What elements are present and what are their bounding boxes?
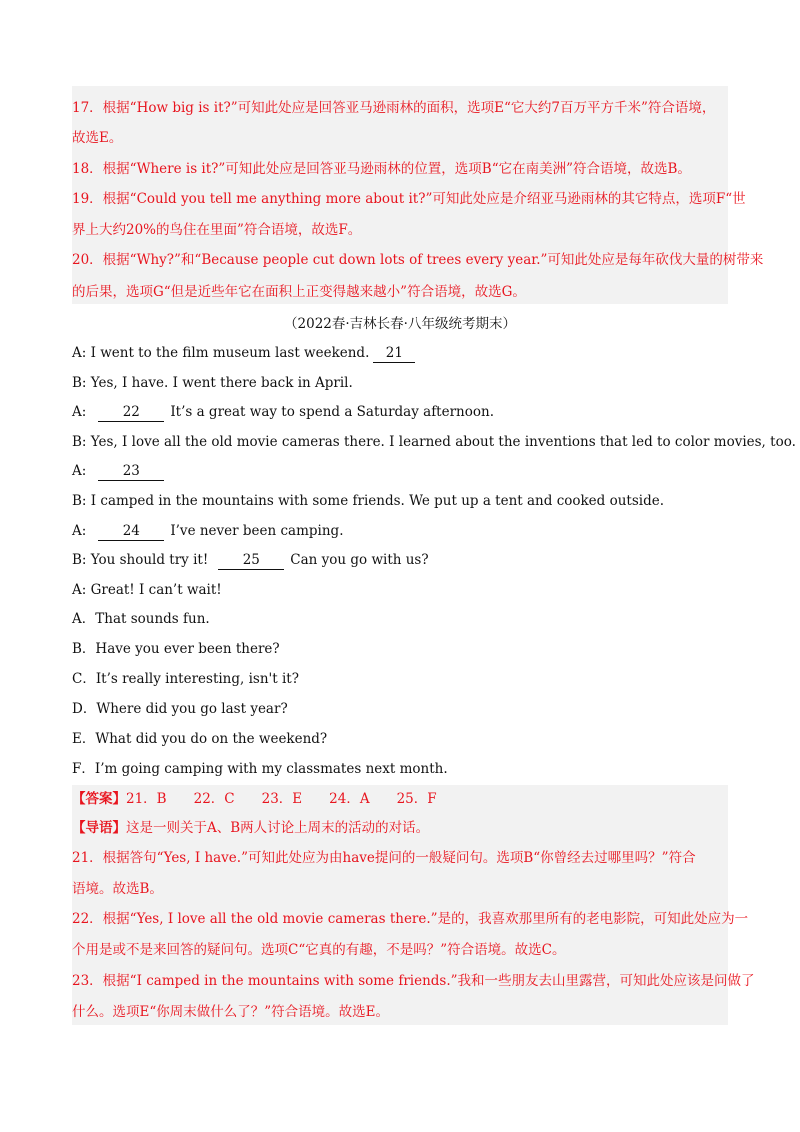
- explanation-line: 个用是或不是来回答的疑问句。选项C“它真的有趣，不是吗？”符合语境。故选C。: [72, 942, 566, 958]
- answer-blank: 24: [98, 523, 164, 541]
- guide-label: 【导语】: [72, 820, 126, 836]
- guide-text: 这是一则关于A、B两人讨论上周末的活动的对话。: [126, 820, 430, 836]
- answer-label: 【答案】: [72, 791, 126, 807]
- explanation-line: 23．根据“I camped in the mountains with some friends.”我和一些朋友去山里露营，可知此处应该是问做了: [72, 973, 755, 989]
- answer-blank: 25: [218, 552, 284, 570]
- answer-text: 21．B 22．C 23．E 24．A 25．F: [126, 791, 437, 807]
- explanation-line: 故选E。: [72, 130, 123, 146]
- dialogue-text: Can you go with us?: [290, 552, 429, 568]
- answer-blank: 22: [98, 404, 164, 422]
- dialogue-text: B: Yes, I love all the old movie cameras there. I learned about the inventions that led to color movies, too.: [72, 434, 796, 450]
- dialogue-text: A: Great! I can’t wait!: [72, 582, 222, 598]
- guide-line: [72, 818, 732, 838]
- dialogue-text: I’ve never been camping.: [170, 523, 344, 539]
- answer-line: [72, 789, 732, 809]
- dialogue-text: A:: [72, 463, 87, 479]
- option-b: B．Have you ever been there?: [72, 641, 280, 657]
- dialogue-line: [72, 343, 732, 363]
- dialogue-line: [72, 521, 732, 541]
- option-a: A．That sounds fun.: [72, 611, 210, 627]
- option-e: E．What did you do on the weekend?: [72, 731, 328, 747]
- dialogue-line: [72, 550, 732, 570]
- dialogue-line: [72, 373, 732, 393]
- dialogue-text: B: I camped in the mountains with some friends. We put up a tent and cooked outside.: [72, 493, 665, 509]
- dialogue-line: [72, 580, 732, 600]
- explanation-line: 20．根据“Why?”和“Because people cut down lots of trees every year.”可知此处应是每年砍伐大量的树带来: [72, 252, 764, 268]
- explanation-line: 界上大约20%的鸟住在里面”符合语境，故选F。: [72, 222, 362, 238]
- dialogue-line: [72, 491, 732, 511]
- dialogue-text: It’s a great way to spend a Saturday afternoon.: [170, 404, 494, 420]
- option-c: C．It’s really interesting, isn't it?: [72, 671, 299, 687]
- explanation-line: 22．根据“Yes, I love all the old movie cameras there.”是的，我喜欢那里所有的老电影院，可知此处应为一: [72, 911, 749, 927]
- dialogue-text: A:: [72, 404, 87, 420]
- explanation-line: 21．根据答句“Yes, I have.”可知此处应为由have提问的一般疑问句。选项B“你曾经去过哪里吗？”符合: [72, 850, 696, 866]
- explanation-line: 的后果，选项G“但是近些年它在面积上正变得越来越小”符合语境，故选G。: [72, 284, 526, 300]
- explanation-line: 什么。选项E“你周末做什么了？”符合语境。故选E。: [72, 1004, 390, 1020]
- dialogue-text: B: You should try it!: [72, 552, 209, 568]
- explanation-line: 18．根据“Where is it?”可知此处应是回答亚马逊雨林的位置，选项B“它在南美洲”符合语境，故选B。: [72, 161, 691, 177]
- explanation-line: 19．根据“Could you tell me anything more about it?”可知此处应是介绍亚马逊雨林的其它特点，选项F“世: [72, 191, 746, 207]
- option-d: D．Where did you go last year?: [72, 701, 288, 717]
- dialogue-text: A: I went to the film museum last weekend.: [72, 345, 370, 361]
- answer-blank: 23: [98, 463, 164, 481]
- dialogue-line: [72, 461, 732, 481]
- dialogue-text: B: Yes, I have. I went there back in April.: [72, 375, 353, 391]
- dialogue-line: [72, 402, 732, 422]
- explanation-line: 语境。故选B。: [72, 881, 163, 897]
- dialogue-text: A:: [72, 523, 87, 539]
- question-source: （2022春·吉林长春·八年级统考期末）: [284, 316, 516, 332]
- explanation-line: 17．根据“How big is it?”可知此处应是回答亚马逊雨林的面积，选项E“它大约7百万平方千米”符合语境，: [72, 100, 716, 116]
- answer-blank: 21: [373, 345, 415, 363]
- option-f: F．I’m going camping with my classmates next month.: [72, 761, 448, 777]
- dialogue-line: [72, 432, 796, 452]
